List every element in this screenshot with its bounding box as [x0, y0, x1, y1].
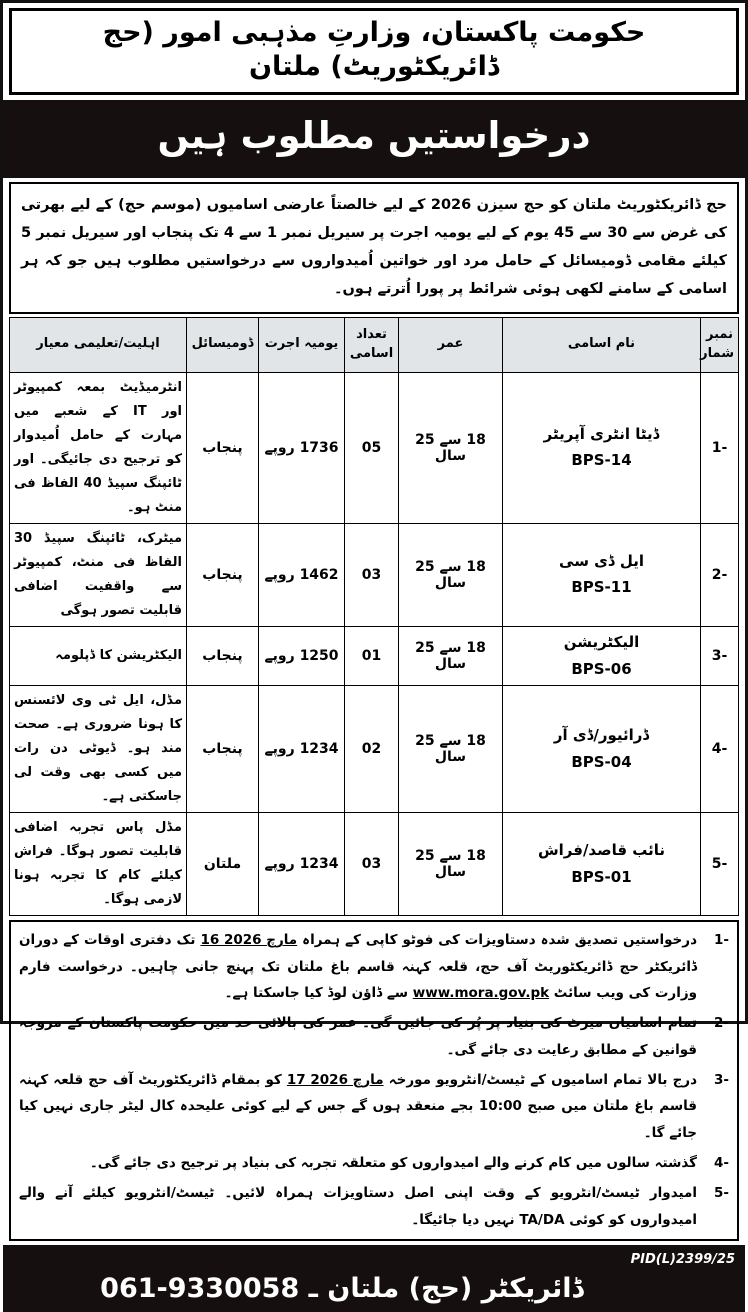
- post-bps: BPS-14: [571, 451, 632, 470]
- cell-age: 18 سے 25 سال: [399, 627, 503, 686]
- jobs-table-body: [10, 372, 739, 916]
- table-row: [10, 686, 739, 813]
- cell-count: 02: [345, 686, 399, 813]
- note-text: [19, 927, 697, 1006]
- column-header-serial: نمبر شمار: [701, 317, 739, 372]
- table-header-row: [10, 317, 739, 372]
- signoff-line: [13, 1274, 631, 1304]
- cell-eligibility: انٹرمیڈیٹ بمعہ کمپیوٹر اور IT کے شعبے میں مہارت کے حامل اُمیدوار کو ترجیح دی جائیگی۔ اور ٹائپنگ سپیڈ 40 الفاظ فی منٹ ہو۔: [10, 372, 187, 523]
- table-row: [10, 523, 739, 626]
- cell-serial: 1-: [701, 372, 739, 523]
- cell-post: [503, 813, 701, 916]
- post-title: ایل ڈی سی: [559, 551, 644, 570]
- signoff-title: ڈائریکٹر (حج) ملتان ـ: [308, 1273, 584, 1305]
- cell-wage: 1234 روپے: [259, 813, 345, 916]
- organization-header: [9, 8, 739, 95]
- cell-serial: 2-: [701, 523, 739, 626]
- note-text-part1: درج بالا تمام اسامیوں کے ٹیسٹ/انٹرویو مورخہ: [383, 1072, 698, 1089]
- note-number: 1-: [714, 932, 729, 949]
- note-text-part2: کو بمقام ڈائریکٹوریٹ آف حج قلعہ کہنہ قاسم باغ ملتان میں صبح: [19, 1072, 698, 1115]
- column-header-post: نام اسامی: [503, 317, 701, 372]
- column-header-age: عمر: [399, 317, 503, 372]
- cell-domicile: پنجاب: [187, 627, 259, 686]
- cell-eligibility: میٹرک، ٹائپنگ سپیڈ 30 الفاظ فی منٹ، کمپیوٹر سے واقفیت اضافی قابلیت تصور ہوگی: [10, 523, 187, 626]
- intro-paragraph: حج ڈائریکٹوریٹ ملتان کو حج سیزن 2026 کے لیے خالصتاً عارضی اسامیوں (موسم حج) کے لیے بھرتی کی غرض سے 30 سے 45 یوم کے لیے یومیہ اجرت پر سیریل نمبر 1 سے 4 تک پنجاب اور سیریل نمبر 5 کیلئے مقامی ڈومیسائل کے حامل مرد اور خواتین اُمیدواروں سے درخواستیں مطلوب ہیں جو کہ ہر اسامی کے سامنے لکھی ہوئی شرائط پر پورا اُترتے ہوں۔: [21, 196, 727, 298]
- note-text: تمام اسامیاں میرٹ کی بنیاد پر پُر کی جائیں گی۔ عمر کی بالائی حد میں حکومت پاکستان کے مروجہ قوانین کے مطابق رعایت دی جائے گی۔: [19, 1015, 697, 1058]
- cell-age: 18 سے 25 سال: [399, 813, 503, 916]
- column-header-domicile: ڈومیسائل: [187, 317, 259, 372]
- organization-title: حکومت پاکستان، وزارتِ مذہبی امور (حج ڈائریکٹوریٹ) ملتان: [102, 17, 646, 82]
- column-header-eligibility: اہلیت/تعلیمی معیار: [10, 317, 187, 372]
- contact-phone-number[interactable]: 061-9330058: [100, 1273, 300, 1305]
- cell-serial: 3-: [701, 627, 739, 686]
- footer-band: [3, 1245, 745, 1312]
- cell-serial: 4-: [701, 686, 739, 813]
- cell-wage: 1234 روپے: [259, 686, 345, 813]
- cell-domicile: پنجاب: [187, 523, 259, 626]
- note-text: گذشتہ سالوں میں کام کرنے والے امیدواروں کو متعلقہ تجربہ کی بنیاد پر ترجیح دی جائے گی۔: [89, 1154, 697, 1171]
- cell-count: 01: [345, 627, 399, 686]
- cell-domicile: پنجاب: [187, 372, 259, 523]
- post-bps: BPS-04: [571, 752, 632, 771]
- cell-wage: 1736 روپے: [259, 372, 345, 523]
- note-item: [19, 1180, 729, 1233]
- post-title: الیکٹریشن: [563, 633, 640, 652]
- cell-post: [503, 372, 701, 523]
- note-text-part1: درخواستیں تصدیق شدہ دستاویزات کی فوٹو کاپی کے ہمراہ: [297, 932, 697, 949]
- cell-eligibility: الیکٹریشن کا ڈپلومہ: [10, 627, 187, 686]
- notes-section: [9, 920, 739, 1240]
- cell-serial: 5-: [701, 813, 739, 916]
- cell-post: [503, 627, 701, 686]
- note-number: 5-: [714, 1185, 729, 1202]
- note-number: 4-: [714, 1154, 729, 1171]
- cell-count: 03: [345, 523, 399, 626]
- interview-time: 10:00: [478, 1098, 522, 1115]
- headline-band: [3, 100, 745, 178]
- note-item: [19, 1010, 729, 1063]
- note-item: [19, 927, 729, 1006]
- post-bps: BPS-01: [571, 867, 632, 886]
- jobs-table-container: [9, 317, 739, 917]
- post-title: ڈرائیور/ڈی آر: [553, 726, 650, 745]
- note-item: [19, 1150, 729, 1176]
- note-number: 3-: [714, 1072, 729, 1089]
- table-row: [10, 813, 739, 916]
- application-deadline-date: 16 مارچ 2026: [200, 932, 298, 949]
- note-number: 2-: [714, 1015, 729, 1032]
- note-text: [19, 1067, 697, 1146]
- cell-eligibility: مڈل پاس تجربہ اضافی قابلیت تصور ہوگا۔ فراش کیلئے کام کا تجربہ ہونا لازمی ہوگا۔: [10, 813, 187, 916]
- table-row: [10, 372, 739, 523]
- post-bps: BPS-06: [571, 659, 632, 678]
- note-text-part2b: بجے منعقد ہوں گے جس کے لیے کوئی علیحدہ کال لیٹر جاری نہیں کیا جائے گا۔: [19, 1098, 697, 1141]
- cell-age: 18 سے 25 سال: [399, 523, 503, 626]
- cell-age: 18 سے 25 سال: [399, 686, 503, 813]
- cell-domicile: ملتان: [187, 813, 259, 916]
- column-header-count: تعداد اسامی: [345, 317, 399, 372]
- intro-section: [9, 182, 739, 314]
- column-header-wage: یومیہ اجرت: [259, 317, 345, 372]
- cell-wage: 1250 روپے: [259, 627, 345, 686]
- table-row: [10, 627, 739, 686]
- post-bps: BPS-11: [571, 578, 632, 597]
- jobs-table: [9, 317, 739, 917]
- post-title: نائب قاصد/فراش: [537, 841, 666, 860]
- cell-eligibility: مڈل، ایل ٹی وی لائسنس کا ہونا ضروری ہے۔ صحت مند ہو۔ ڈیوٹی دن رات میں کسی بھی وقت لی جاسکتی ہے۔: [10, 686, 187, 813]
- ministry-website-link[interactable]: www.mora.gov.pk: [412, 985, 550, 1002]
- headline-text: درخواستیں مطلوب ہیں: [157, 114, 591, 158]
- note-text: امیدوار ٹیسٹ/انٹرویو کے وقت اپنی اصل دستاویزات ہمراہ لائیں۔ ٹیسٹ/انٹرویو کیلئے آنے والے امیدواروں کو کوئی TA/DA نہیں دیا جائیگا۔: [19, 1185, 697, 1228]
- note-text-part3: سے ڈاؤن لوڈ کیا جاسکتا ہے۔: [224, 985, 413, 1002]
- post-title: ڈیٹا انٹری آپریٹر: [543, 424, 660, 443]
- cell-domicile: پنجاب: [187, 686, 259, 813]
- cell-count: 05: [345, 372, 399, 523]
- note-item: [19, 1067, 729, 1146]
- cell-post: [503, 523, 701, 626]
- interview-date: 17 مارچ 2026: [286, 1072, 384, 1089]
- cell-wage: 1462 روپے: [259, 523, 345, 626]
- note-text-part2: تک دفتری اوقات کے دوران ڈائریکٹر حج ڈائریکٹوریٹ آف حج، قلعہ کہنہ قاسم باغ ملتان تک پہنچ جانی چاہیں۔ درخواست فارم وزارت کی ویب سائٹ: [19, 932, 697, 1002]
- cell-post: [503, 686, 701, 813]
- pid-number: PID(L)2399/25: [630, 1251, 735, 1267]
- cell-age: 18 سے 25 سال: [399, 372, 503, 523]
- cell-count: 03: [345, 813, 399, 916]
